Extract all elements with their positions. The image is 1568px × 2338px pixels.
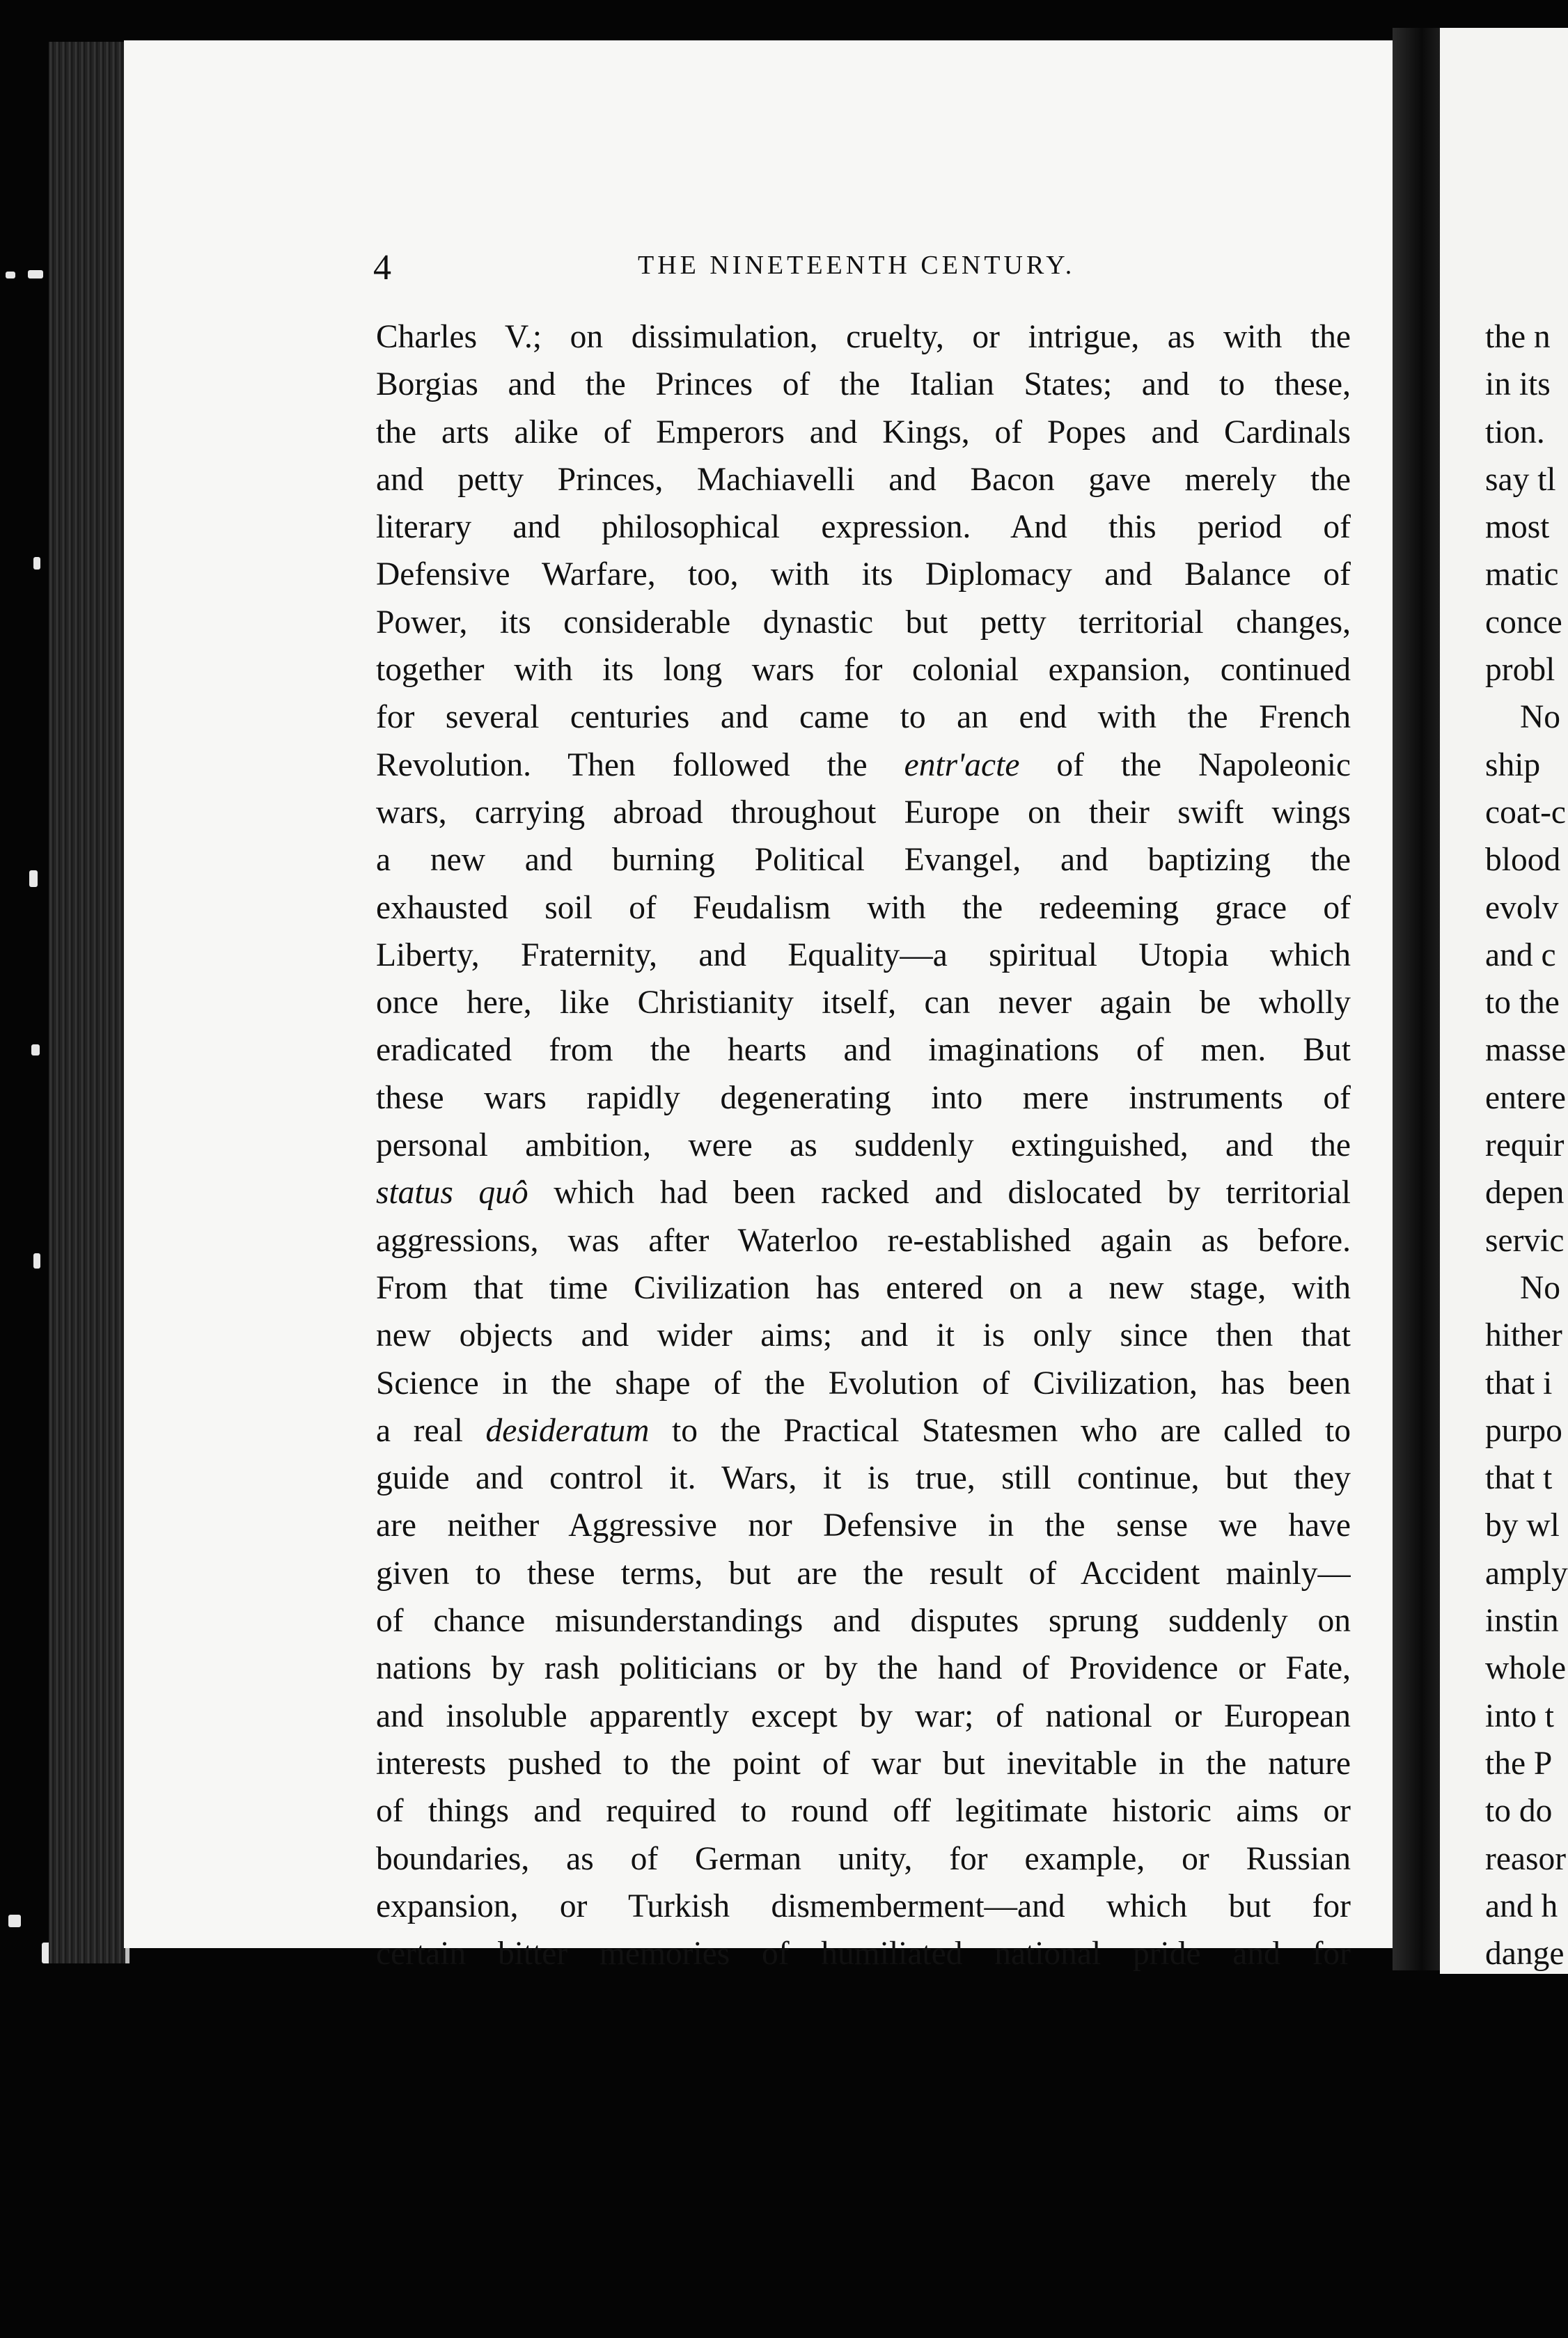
text-segment: of the Napoleonic (1019, 746, 1351, 783)
next-page-line: instin (1485, 1603, 1559, 1640)
scan-margin (0, 0, 49, 2338)
next-page-line: by wl (1485, 1507, 1560, 1544)
next-page-line: ship (1485, 746, 1541, 783)
text-line: Charles V.; on dissimulation, cruelty, or intrigue, as with the (376, 319, 1351, 355)
text-segment: a real (376, 1412, 486, 1449)
text-line: expansion, or Turkish dismemberment—and which but for (376, 1888, 1351, 1924)
text-line: and insoluble apparently except by war; of national or European (376, 1697, 1351, 1734)
next-page-text (1485, 313, 1568, 1977)
scan-speck (33, 1253, 40, 1269)
next-page-line: the n (1485, 319, 1551, 355)
text-line: aggressions, was after Waterloo re-established again as before. (376, 1222, 1351, 1259)
page-number: 4 (373, 248, 391, 288)
text-line: new objects and wider aims; and it is only since then that (376, 1317, 1351, 1354)
text-segment: which had been racked and dislocated by territorial (528, 1175, 1351, 1211)
text-line: are neither Aggressive nor Defensive in the sense we have (376, 1507, 1351, 1544)
next-page-line: in its (1485, 366, 1551, 403)
text-line: of chance misunderstandings and disputes sprung suddenly on (376, 1603, 1351, 1640)
scan-speck (29, 870, 38, 887)
next-page-line: most (1485, 509, 1550, 546)
next-page-line: the P (1485, 1745, 1553, 1782)
book-gutter (1393, 28, 1441, 1970)
text-line: together with its long wars for colonial expansion, continued (376, 652, 1351, 689)
text-line: personal ambition, were as suddenly extinguished, and the (376, 1127, 1351, 1164)
next-page-line: that t (1485, 1460, 1553, 1497)
next-page-line: and c (1485, 936, 1556, 973)
text-line: certain bitter memories of humiliated national pride and for (376, 1936, 1351, 1972)
text-line: Power, its considerable dynastic but petty territorial changes, (376, 604, 1351, 641)
next-page-line: evolv (1485, 889, 1559, 926)
scan-speck (6, 272, 15, 278)
body-text (376, 313, 1351, 1977)
next-page-line: reasor (1485, 1840, 1567, 1877)
italic-term: desideratum (485, 1412, 650, 1449)
text-line (376, 1407, 1351, 1454)
text-line: given to these terms, but are the result of Accident mainly— (376, 1555, 1351, 1592)
scan-speck (31, 1044, 40, 1056)
text-line: and petty Princes, Machiavelli and Bacon gave merely the (376, 461, 1351, 498)
scan-speck (8, 1915, 21, 1927)
next-page-line: purpo (1485, 1412, 1562, 1449)
text-line: a new and burning Political Evangel, and baptizing the (376, 842, 1351, 879)
next-page-line: that i (1485, 1365, 1553, 1402)
text-line: the arts alike of Emperors and Kings, of Popes and Cardinals (376, 414, 1351, 450)
italic-term: entr'acte (904, 746, 1020, 783)
next-page-line: to the (1485, 984, 1560, 1021)
next-page-line: depen (1485, 1175, 1565, 1211)
next-page-line: No (1520, 1269, 1561, 1306)
text-line (376, 1169, 1351, 1216)
next-page-line: coat-c (1485, 794, 1567, 831)
text-line: exhausted soil of Feudalism with the redeeming grace of (376, 889, 1351, 926)
text-segment: to the Practical Statesmen who are called to (649, 1412, 1351, 1449)
next-page-line: hither (1485, 1317, 1562, 1354)
scan-speck (28, 270, 43, 278)
next-page-line: matic (1485, 556, 1559, 593)
next-page-line: tion. (1485, 414, 1545, 450)
text-line: eradicated from the hearts and imaginations of men. But (376, 1032, 1351, 1069)
text-line: nations by rash politicians or by the hand of Providence or Fate, (376, 1650, 1351, 1687)
next-page-line: amply (1485, 1555, 1568, 1592)
next-page-line: requir (1485, 1127, 1565, 1164)
text-line: interests pushed to the point of war but inevitable in the nature (376, 1745, 1351, 1782)
text-line: Science in the shape of the Evolution of Civilization, has been (376, 1365, 1351, 1402)
text-line: of things and required to round off legitimate historic aims or (376, 1793, 1351, 1830)
next-page-line: whole (1485, 1650, 1567, 1687)
next-page-line: blood (1485, 842, 1561, 879)
next-page-line: and h (1485, 1888, 1558, 1924)
text-line: once here, like Christianity itself, can never again be wholly (376, 984, 1351, 1021)
text-line: these wars rapidly degenerating into mere instruments of (376, 1079, 1351, 1116)
text-line: wars, carrying abroad throughout Europe on their swift wings (376, 794, 1351, 831)
next-page-line: probl (1485, 652, 1555, 689)
page-header (373, 247, 1083, 289)
next-page-line: masse (1485, 1032, 1567, 1069)
text-line: for several centuries and came to an end with the French (376, 699, 1351, 736)
text-segment: Revolution. Then followed the (376, 746, 904, 783)
text-line: literary and philosophical expression. And this period of (376, 509, 1351, 546)
book-edge (49, 42, 130, 1963)
next-page-line: dange (1485, 1936, 1565, 1972)
next-page-line: into t (1485, 1697, 1554, 1734)
text-line: boundaries, as of German unity, for example, or Russian (376, 1840, 1351, 1877)
next-page-line: No (1520, 699, 1561, 736)
text-line: Liberty, Fraternity, and Equality—a spiritual Utopia which (376, 936, 1351, 973)
running-head: THE NINETEENTH CENTURY. (638, 251, 1076, 280)
italic-term: status quô (376, 1175, 528, 1211)
scan-speck (33, 557, 40, 570)
text-line: Borgias and the Princes of the Italian States; and to these, (376, 366, 1351, 403)
text-line: Defensive Warfare, too, with its Diplomacy and Balance of (376, 556, 1351, 593)
next-page-line: say tl (1485, 461, 1556, 498)
text-line: guide and control it. Wars, it is true, still continue, but they (376, 1460, 1351, 1497)
next-page-line: servic (1485, 1222, 1565, 1259)
text-line: From that time Civilization has entered on a new stage, with (376, 1269, 1351, 1306)
text-line (376, 742, 1351, 789)
next-page-line: to do (1485, 1793, 1553, 1830)
next-page-line: conce (1485, 604, 1562, 641)
next-page-line: entere (1485, 1079, 1567, 1116)
